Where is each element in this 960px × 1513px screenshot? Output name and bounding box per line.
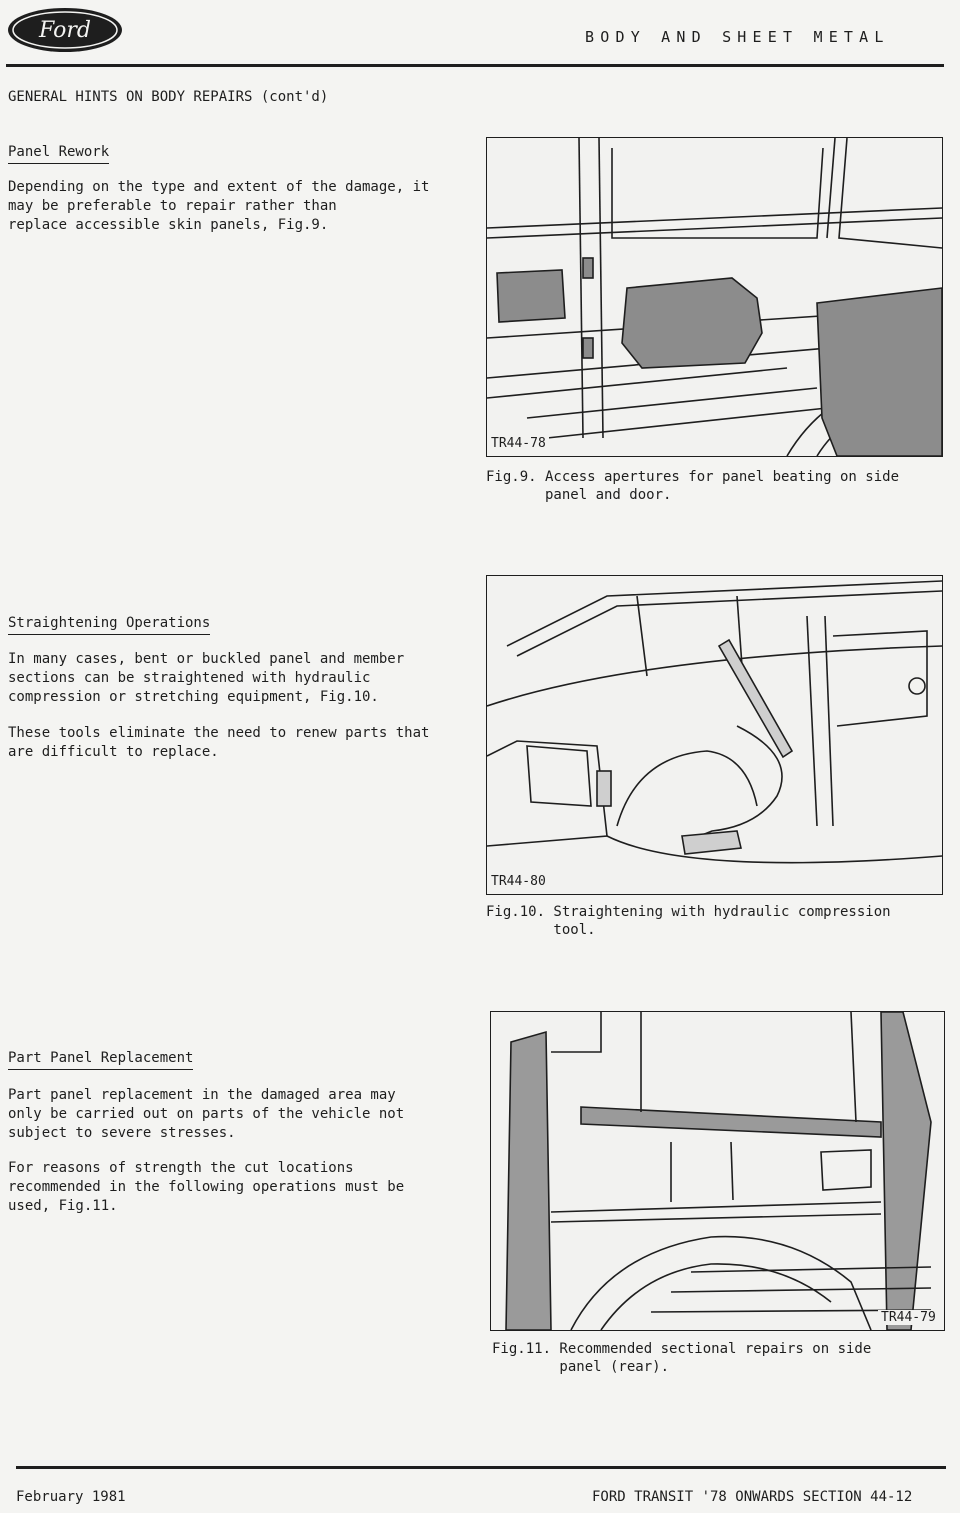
heading-panel-rework: Panel Rework xyxy=(8,144,109,164)
part-panel-paragraph-1: Part panel replacement in the damaged area may only be carried out on parts of the vehicle not subject to severe stresses. xyxy=(8,1087,405,1141)
figure-9-caption: Fig.9. Access apertures for panel beating on side panel and door. xyxy=(486,469,900,503)
footer-publication: FORD TRANSIT '78 ONWARDS SECTION 44-12 xyxy=(592,1489,913,1505)
figure-11-caption: Fig.11. Recommended sectional repairs on side panel (rear). xyxy=(492,1341,872,1375)
straightening-paragraph-1: In many cases, bent or buckled panel and member sections can be straightened with hydraulic compression or stretching equipment, Fig.10. xyxy=(8,651,405,705)
figure-10-ref: TR44-80 xyxy=(488,874,549,889)
van-side-panel-drawing xyxy=(487,138,942,456)
van-front-hydraulic-tool-drawing xyxy=(487,576,942,894)
figure-9-illustration xyxy=(486,137,943,457)
header-rule xyxy=(6,64,944,67)
figure-10-illustration xyxy=(486,575,943,895)
section-title: GENERAL HINTS ON BODY REPAIRS (cont'd) xyxy=(8,89,329,105)
heading-part-panel-replacement: Part Panel Replacement xyxy=(8,1050,193,1070)
heading-straightening-operations: Straightening Operations xyxy=(8,615,210,635)
figure-10-caption: Fig.10. Straightening with hydraulic compression tool. xyxy=(486,904,891,938)
running-title: BODY AND SHEET METAL xyxy=(585,28,890,46)
figure-11-ref: TR44-79 xyxy=(878,1310,939,1325)
footer-date: February 1981 xyxy=(16,1489,126,1505)
figure-11-illustration xyxy=(490,1011,945,1331)
van-rear-side-panel-drawing xyxy=(491,1012,944,1330)
ford-logo xyxy=(6,6,124,54)
figure-9-ref: TR44-78 xyxy=(488,436,549,451)
panel-rework-paragraph: Depending on the type and extent of the damage, it may be preferable to repair rather than replace accessible skin panels, Fig.9. xyxy=(8,179,430,233)
part-panel-paragraph-2: For reasons of strength the cut locations recommended in the following operations must be used, Fig.11. xyxy=(8,1160,405,1214)
footer-rule xyxy=(16,1466,946,1469)
svg-text:Ford: Ford xyxy=(39,18,91,43)
straightening-paragraph-2: These tools eliminate the need to renew parts that are difficult to replace. xyxy=(8,725,430,760)
